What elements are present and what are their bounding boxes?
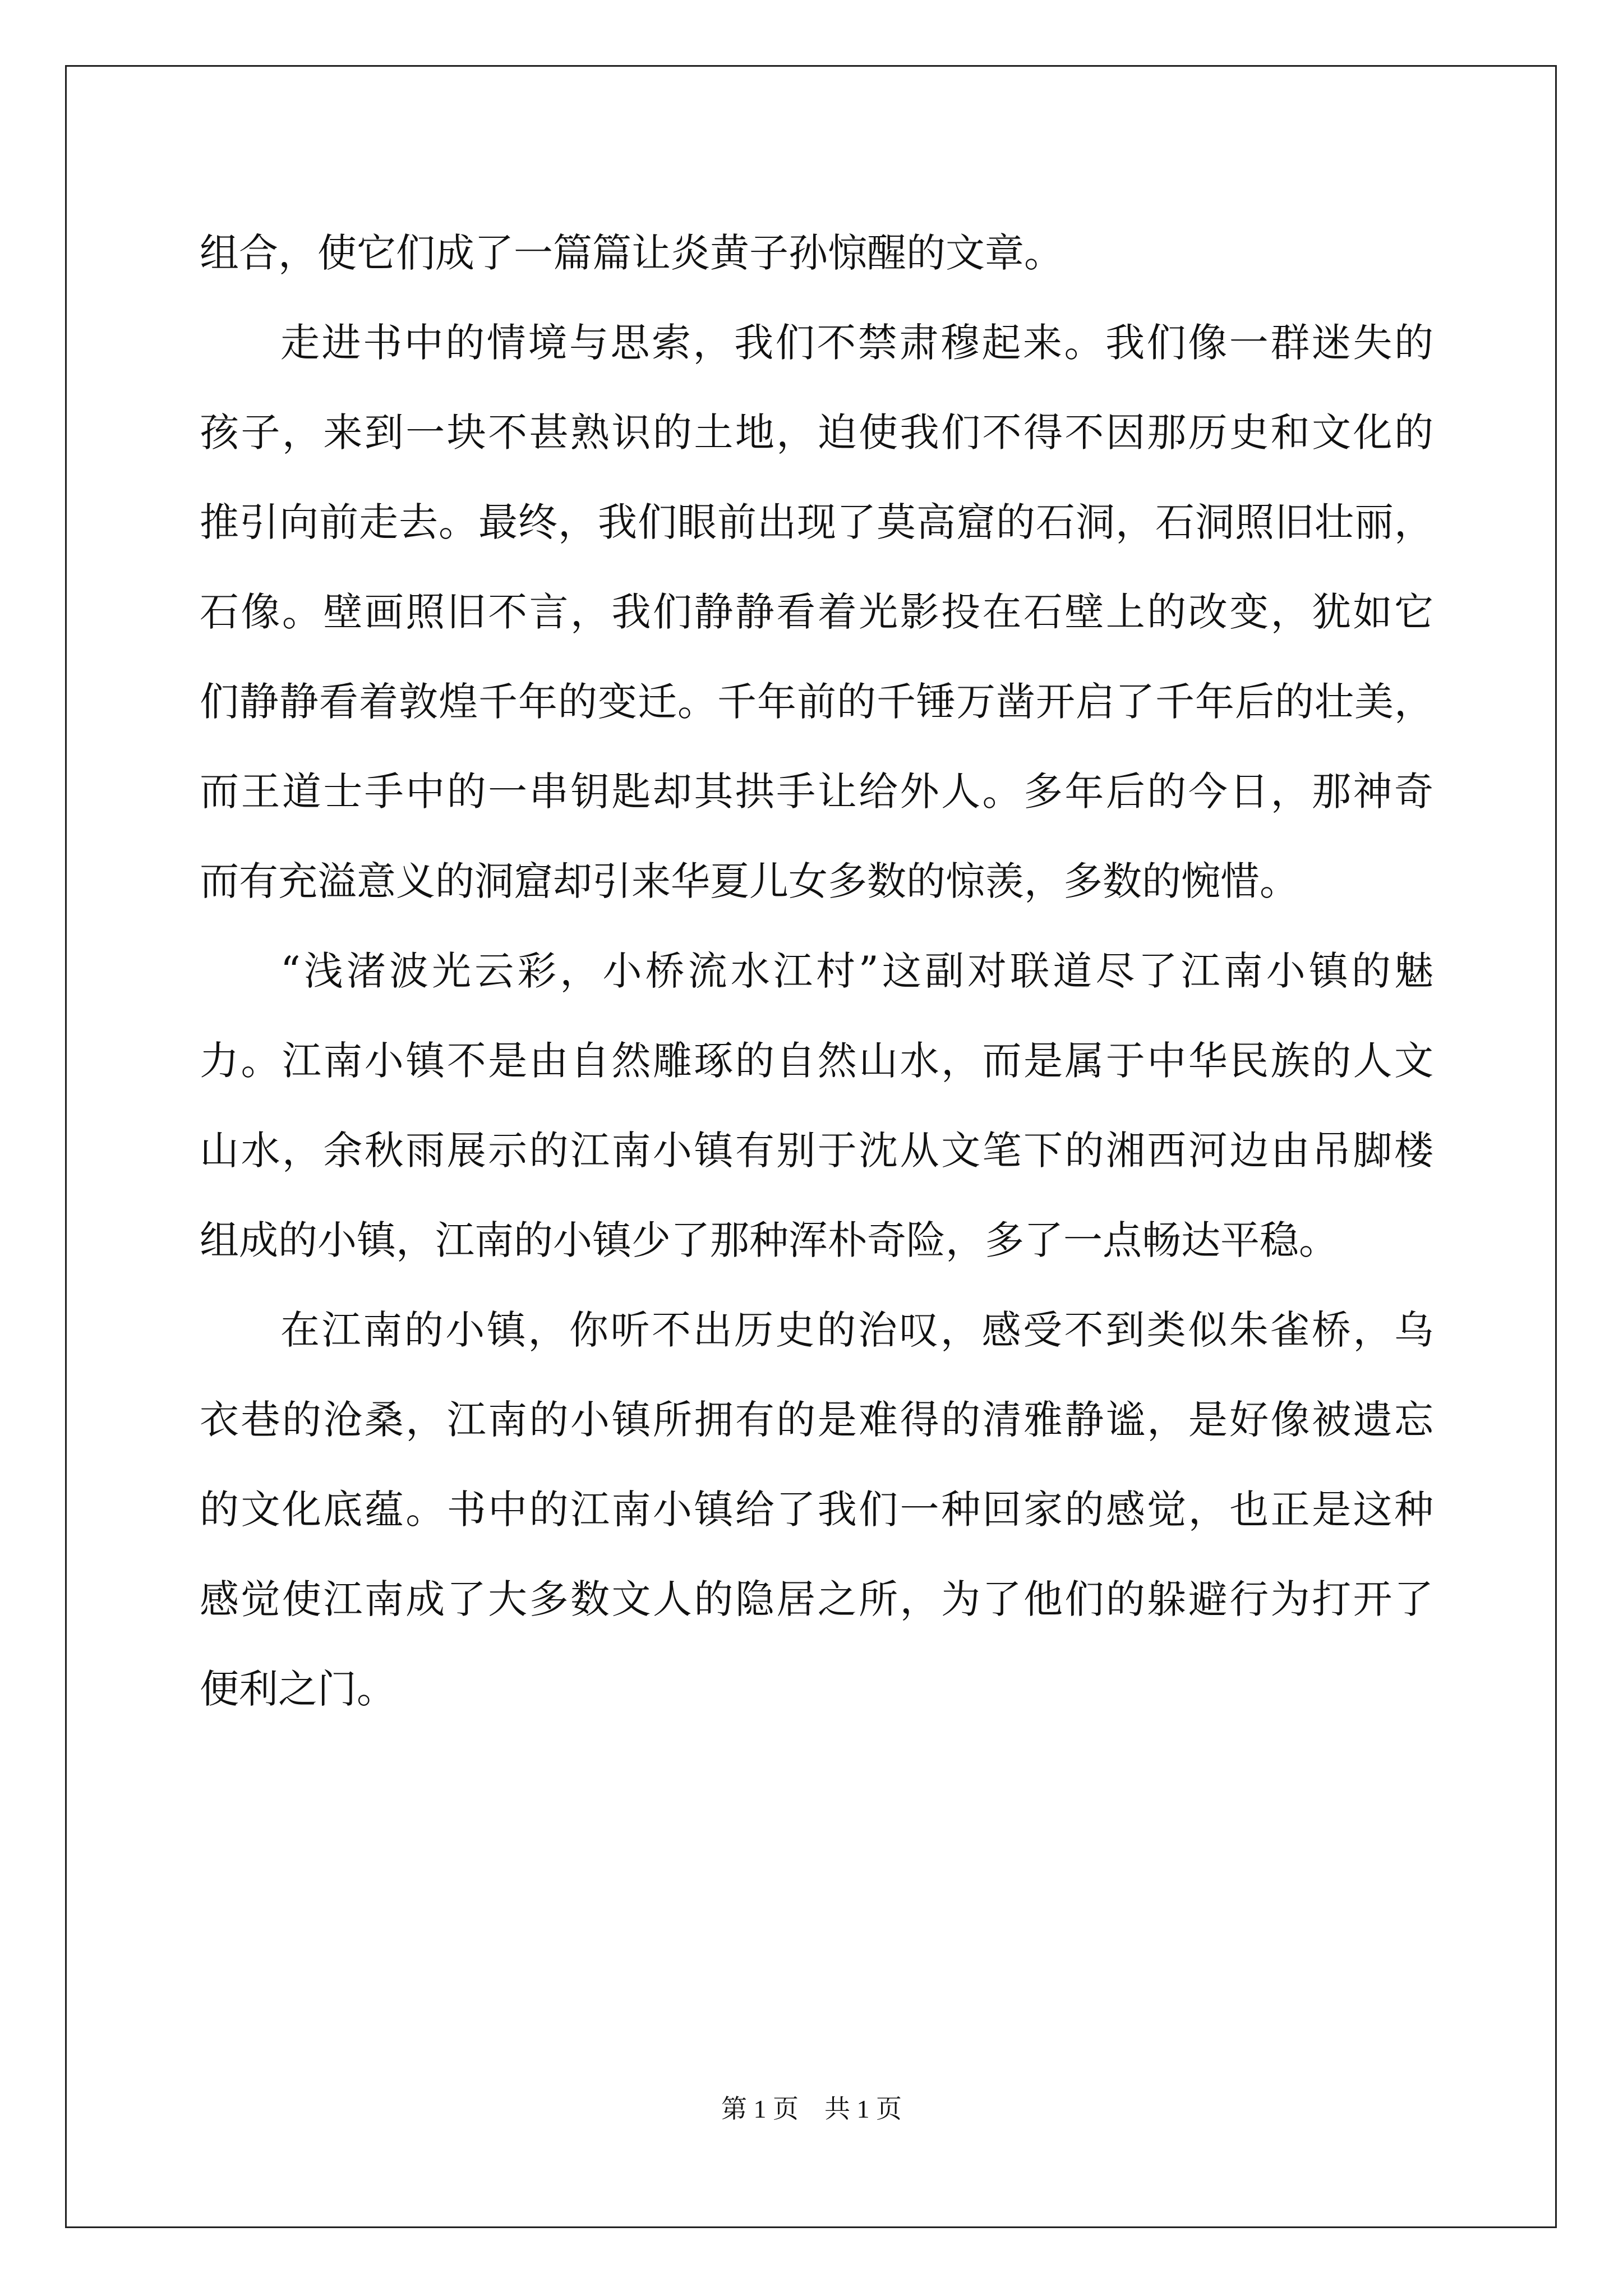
page-number: 第 1 页 [721, 2095, 799, 2123]
text-line: 走进书中的情境与思索，我们不禁肃穆起来。我们像一群迷失的 [280, 320, 1433, 366]
paragraph [200, 311, 1433, 940]
text-line: 衣巷的沧桑，江南的小镇所拥有的是难得的清雅静谧，是好像被遗忘 [200, 1397, 1433, 1443]
text-line: 而有充溢意义的洞窟却引来华夏儿女多数的惊羡，多数的惋惜。 [200, 858, 1299, 904]
paragraph [200, 940, 1433, 1299]
text-line: 石像。壁画照旧不言，我们静静看着光影投在石壁上的改变，犹如它 [200, 589, 1433, 635]
text-line: 感觉使江南成了大多数文人的隐居之所，为了他们的躲避行为打开了 [200, 1576, 1433, 1622]
paragraph [200, 222, 1433, 311]
text-line: 力。江南小镇不是由自然雕琢的自然山水，而是属于中华民族的人文 [200, 1038, 1433, 1084]
text-line: 推引向前走去。最终，我们眼前出现了莫高窟的石洞，石洞照旧壮丽， [200, 499, 1433, 545]
text-line: 而王道士手中的一串钥匙却其拱手让给外人。多年后的今日，那神奇 [200, 769, 1433, 815]
text-line: 的文化底蕴。书中的江南小镇给了我们一种回家的感觉，也正是这种 [200, 1487, 1433, 1533]
text-line: 便利之门。 [200, 1666, 396, 1712]
paragraph [200, 1299, 1433, 1747]
document-body [200, 222, 1433, 1747]
text-line: 组合，使它们成了一篇篇让炎黄子孙惊醒的文章。 [200, 230, 1063, 276]
page-total: 共 1 页 [824, 2095, 902, 2123]
text-line: 们静静看着敦煌千年的变迁。千年前的千锤万凿开启了千年后的壮美， [200, 679, 1433, 725]
text-line: “浅渚波光云彩，小桥流水江村”这副对联道尽了江南小镇的魅 [280, 948, 1433, 994]
text-line: 组成的小镇，江南的小镇少了那种浑朴奇险，多了一点畅达平稳。 [200, 1217, 1338, 1263]
page-footer [0, 2092, 1623, 2126]
text-line: 在江南的小镇，你听不出历史的治叹，感受不到类似朱雀桥，乌 [280, 1307, 1433, 1353]
text-line: 山水，余秋雨展示的江南小镇有别于沈从文笔下的湘西河边由吊脚楼 [200, 1128, 1433, 1174]
text-line: 孩子，来到一块不甚熟识的土地，迫使我们不得不因那历史和文化的 [200, 409, 1433, 455]
